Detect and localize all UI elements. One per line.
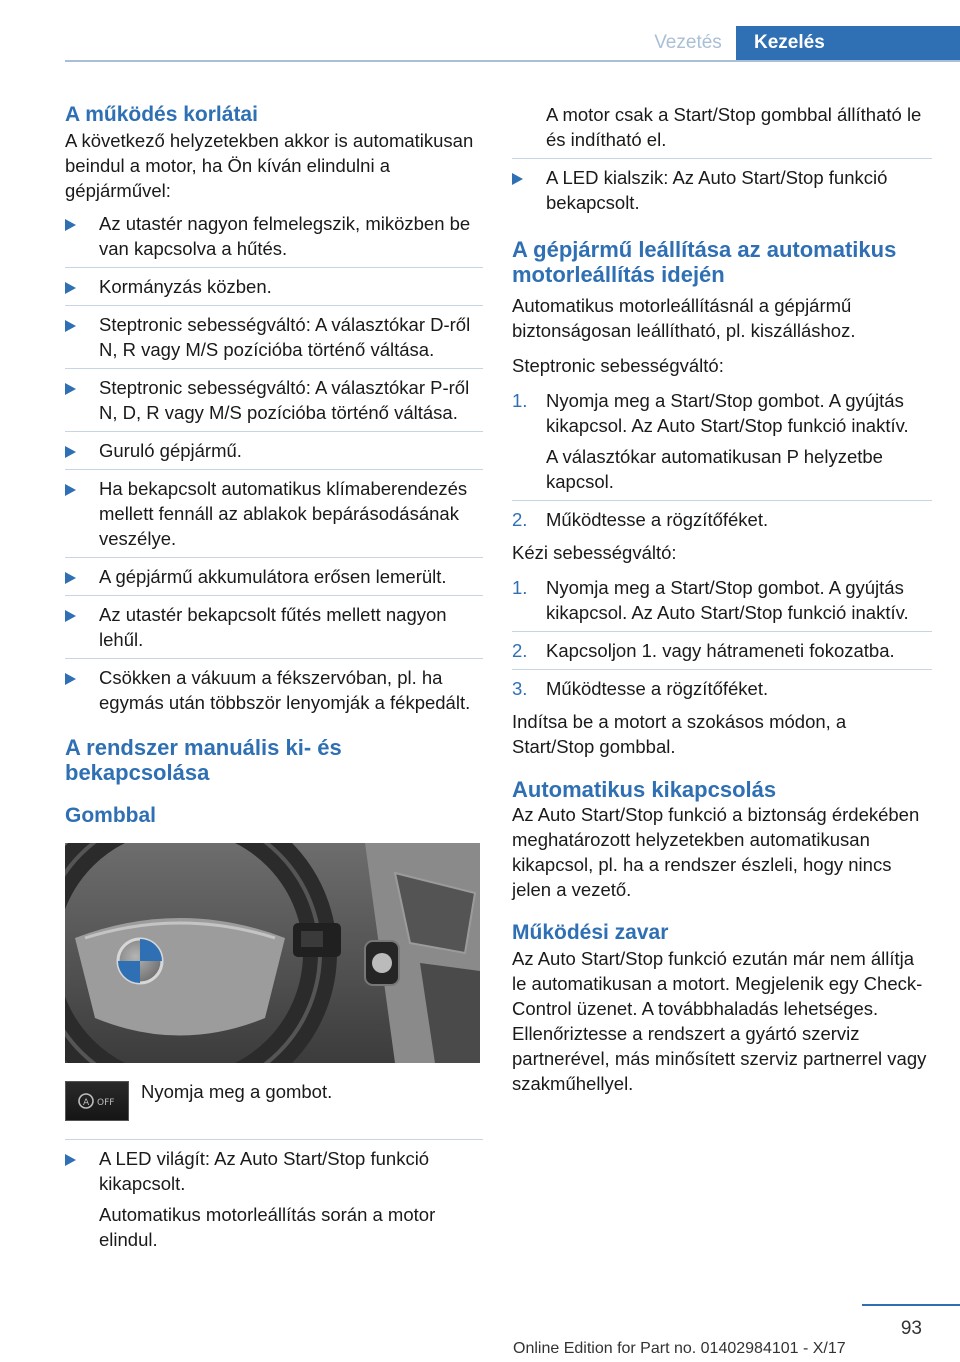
steering-wheel-photo (65, 843, 480, 1063)
list-item: Kormányzás közben. (65, 267, 483, 299)
list-item: Guruló gépjármű. (65, 431, 483, 463)
step-number: 2. (512, 509, 528, 530)
button-row (65, 1079, 483, 1123)
led-on-sub2: A motor csak a Start/Stop gombbal állítható le és indítható el. (546, 104, 922, 150)
list-item: 1. Nyomja meg a Start/Stop gombot. A gyújtás kikapcsol. Az Auto Start/Stop funkció inaktív. A választókar automatikusan P helyzetbe kapcsol. (512, 388, 932, 494)
steptronic-steps (512, 388, 932, 532)
triangle-bullet-icon (65, 484, 76, 496)
restart-text: Indítsa be a motort a szokásos módon, a Start/Stop gombbal. (512, 711, 847, 757)
list-item: Steptronic sebességváltó: A választókar P-ről N, D, R vagy M/S pozícióba történő váltása. (65, 368, 483, 425)
fault-heading: Működési zavar (512, 921, 669, 944)
fault-text: Az Auto Start/Stop funkció ezután már nem állítja le automatikusan a motort. Megjelenik egy Check-Control üzenet. A továbbhaladás lehetséges. Ellenőriztesse a rendszert a gyártó szerviz partnerével, más minősített szerviz partnerrel vagy szakműhellyel. (512, 948, 927, 1094)
auto-off-text: Az Auto Start/Stop funkció a biztonság érdekében meghatározott helyzetekben automatikusan kikapcsol, pl. ha a rendszer észleli, hogy nincs jelen a vezető. (512, 804, 920, 900)
led-on-list (65, 1146, 483, 1252)
triangle-bullet-icon (65, 320, 76, 332)
triangle-bullet-icon (65, 572, 76, 584)
left-column (65, 102, 483, 1252)
button-heading: Gombbal (65, 804, 157, 827)
step-sub: A választókar automatikusan P helyzetbe kapcsol. (546, 446, 883, 492)
triangle-bullet-icon (65, 383, 76, 395)
step-number: 2. (512, 640, 528, 661)
button-icon-letter: A (83, 1098, 90, 1108)
triangle-bullet-icon (65, 673, 76, 685)
list-item: 2. Kapcsoljon 1. vagy hátrameneti fokozatba. (512, 631, 932, 663)
triangle-bullet-icon (65, 610, 76, 622)
right-column (512, 102, 932, 1096)
list-item: 1. Nyomja meg a Start/Stop gombot. A gyújtás kikapcsol. Az Auto Start/Stop funkció inaktív. (512, 577, 909, 623)
triangle-bullet-icon (65, 446, 76, 458)
header-tab-kezeles[interactable]: Kezelés (736, 26, 960, 60)
limits-heading: A működés korlátai (65, 103, 258, 126)
header-divider (65, 60, 960, 62)
list-item: 2. Működtesse a rögzítőféket. (512, 500, 932, 532)
list-item: Ha bekapcsolt automatikus klímaberendezés mellett fennáll az ablakok bepárásodásának veszélye. (65, 469, 483, 551)
led-off-list (512, 158, 932, 215)
auto-start-stop-off-button-icon[interactable] (65, 1081, 129, 1121)
led-on-sub: Automatikus motorleállítás során a motor elindul. (99, 1204, 436, 1250)
triangle-bullet-icon (65, 219, 76, 231)
header-tab-vezetes[interactable]: Vezetés (654, 32, 722, 53)
step-number: 1. (512, 390, 528, 411)
list-item: Csökken a vákuum a fékszervóban, pl. ha egymás után többször lenyomják a fékpedált. (65, 658, 483, 715)
button-caption: Nyomja meg a gombot. (141, 1081, 333, 1102)
page-number: 93 (900, 1318, 922, 1339)
button-icon-text: OFF (97, 1098, 115, 1108)
triangle-bullet-icon (512, 173, 523, 185)
auto-off-heading: Automatikus kikapcsolás (512, 777, 777, 802)
steptronic-label: Steptronic sebességváltó: (512, 355, 724, 376)
triangle-bullet-icon (65, 282, 76, 294)
limits-intro: A következő helyzetekben akkor is automatikusan beindul a motor, ha Ön kíván elindulni a gépjárművel: (65, 130, 474, 201)
limits-list (65, 211, 483, 715)
park-intro: Automatikus motorleállításnál a gépjármű biztonságosan leállítható, pl. kiszálláshoz. (512, 295, 856, 341)
triangle-bullet-icon (65, 1154, 76, 1166)
step-number: 3. (512, 678, 528, 699)
park-heading: A gépjármű leállítása az automatikus motorleállítás idején (512, 237, 897, 287)
manual-steps (512, 575, 932, 701)
list-item: A LED világít: Az Auto Start/Stop funkció kikapcsolt. Automatikus motorleállítás során a motor elindul. (65, 1146, 483, 1252)
step-number: 1. (512, 577, 528, 598)
manual-heading: A rendszer manuális ki- és bekapcsolása (65, 735, 342, 785)
manual-label: Kézi sebességváltó: (512, 542, 677, 563)
edition-footer: Online Edition for Part no. 01402984101 - X/17 (513, 1340, 846, 1357)
list-item: A LED kialszik: Az Auto Start/Stop funkció bekapcsolt. (512, 165, 932, 215)
list-item: Az utastér bekapcsolt fűtés mellett nagyon lehűl. (65, 595, 483, 652)
list-item: 3. Működtesse a rögzítőféket. (512, 669, 932, 701)
list-item: A gépjármű akkumulátora erősen lemerült. (65, 557, 483, 589)
list-item: Steptronic sebességváltó: A választókar D-ről N, R vagy M/S pozícióba történő váltása. (65, 305, 483, 362)
footer-rule (862, 1304, 960, 1306)
list-item: Az utastér nagyon felmelegszik, miközben be van kapcsolva a hűtés. (65, 211, 483, 261)
